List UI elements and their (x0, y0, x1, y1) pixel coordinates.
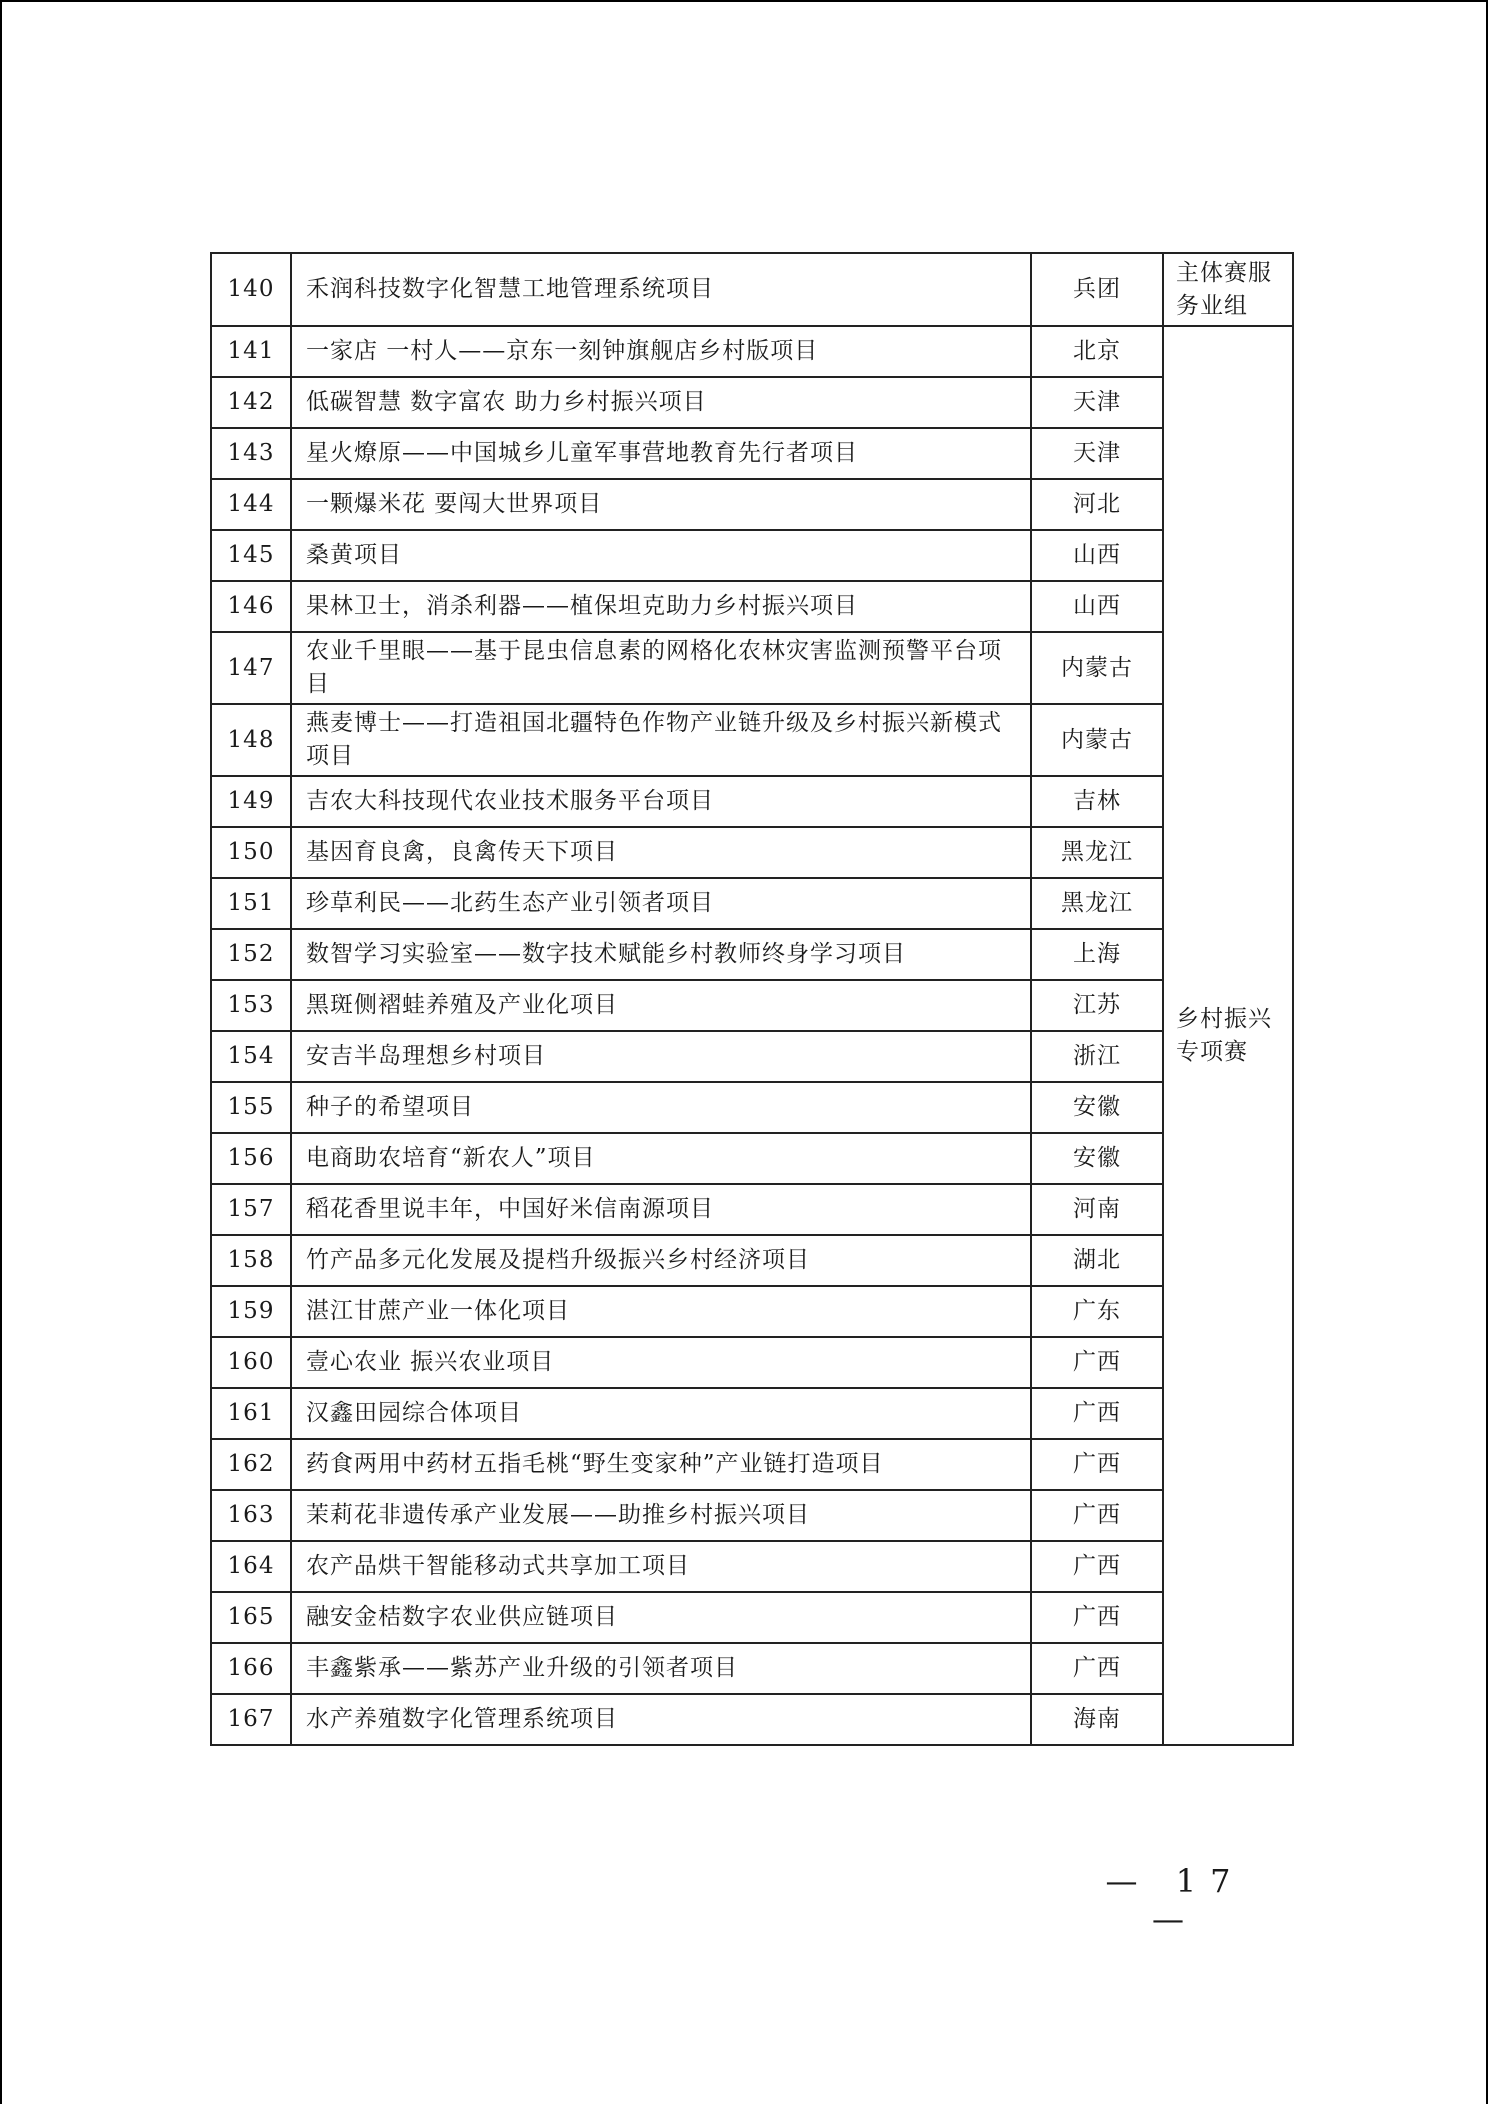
province: 黑龙江 (1031, 878, 1163, 929)
province: 海南 (1031, 1694, 1163, 1745)
project-name: 竹产品多元化发展及提档升级振兴乡村经济项目 (291, 1235, 1031, 1286)
row-number: 148 (211, 704, 291, 776)
province: 广西 (1031, 1592, 1163, 1643)
project-name: 丰鑫紫承——紫苏产业升级的引领者项目 (291, 1643, 1031, 1694)
project-name: 壹心农业 振兴农业项目 (291, 1337, 1031, 1388)
province: 河北 (1031, 479, 1163, 530)
province: 浙江 (1031, 1031, 1163, 1082)
project-name: 水产养殖数字化管理系统项目 (291, 1694, 1031, 1745)
project-name: 基因育良禽，良禽传天下项目 (291, 827, 1031, 878)
row-number: 161 (211, 1388, 291, 1439)
table-row (211, 530, 1293, 581)
table-row (211, 1235, 1293, 1286)
table-row (211, 1592, 1293, 1643)
project-name: 种子的希望项目 (291, 1082, 1031, 1133)
table-row (211, 253, 1293, 326)
project-name: 禾润科技数字化智慧工地管理系统项目 (291, 253, 1031, 326)
province: 天津 (1031, 377, 1163, 428)
province: 广西 (1031, 1643, 1163, 1694)
province: 湖北 (1031, 1235, 1163, 1286)
table-row (211, 878, 1293, 929)
table-row (211, 581, 1293, 632)
project-name: 低碳智慧 数字富农 助力乡村振兴项目 (291, 377, 1031, 428)
row-number: 142 (211, 377, 291, 428)
project-name: 药食两用中药材五指毛桃“野生变家种”产业链打造项目 (291, 1439, 1031, 1490)
province: 广西 (1031, 1439, 1163, 1490)
category-rural-revitalization: 乡村振兴专项赛 (1163, 326, 1293, 1745)
province: 内蒙古 (1031, 704, 1163, 776)
project-name: 桑黄项目 (291, 530, 1031, 581)
project-name: 吉农大科技现代农业技术服务平台项目 (291, 776, 1031, 827)
table-row (211, 1643, 1293, 1694)
province: 广西 (1031, 1388, 1163, 1439)
row-number: 146 (211, 581, 291, 632)
province: 北京 (1031, 326, 1163, 377)
province: 山西 (1031, 581, 1163, 632)
category-main-service: 主体赛服务业组 (1163, 253, 1293, 326)
table-row (211, 1439, 1293, 1490)
table-row (211, 827, 1293, 878)
table-row (211, 980, 1293, 1031)
row-number: 151 (211, 878, 291, 929)
project-name: 农业千里眼——基于昆虫信息素的网格化农林灾害监测预警平台项目 (291, 632, 1031, 704)
row-number: 152 (211, 929, 291, 980)
project-name: 湛江甘蔗产业一体化项目 (291, 1286, 1031, 1337)
table-row (211, 1694, 1293, 1745)
row-number: 153 (211, 980, 291, 1031)
table-row (211, 632, 1293, 704)
table-row (211, 1184, 1293, 1235)
project-name: 星火燎原——中国城乡儿童军事营地教育先行者项目 (291, 428, 1031, 479)
project-name: 数智学习实验室——数字技术赋能乡村教师终身学习项目 (291, 929, 1031, 980)
province: 山西 (1031, 530, 1163, 581)
table-row (211, 1082, 1293, 1133)
row-number: 140 (211, 253, 291, 326)
row-number: 163 (211, 1490, 291, 1541)
row-number: 159 (211, 1286, 291, 1337)
row-number: 160 (211, 1337, 291, 1388)
province: 广西 (1031, 1541, 1163, 1592)
province: 上海 (1031, 929, 1163, 980)
project-name: 融安金桔数字农业供应链项目 (291, 1592, 1031, 1643)
row-number: 165 (211, 1592, 291, 1643)
row-number: 156 (211, 1133, 291, 1184)
project-name: 稻花香里说丰年，中国好米信南源项目 (291, 1184, 1031, 1235)
scan-border-top (0, 0, 1488, 2)
row-number: 158 (211, 1235, 291, 1286)
table-row (211, 1490, 1293, 1541)
province: 内蒙古 (1031, 632, 1163, 704)
table-row (211, 929, 1293, 980)
table-row (211, 1031, 1293, 1082)
row-number: 167 (211, 1694, 291, 1745)
project-name: 一家店 一村人——京东一刻钟旗舰店乡村版项目 (291, 326, 1031, 377)
row-number: 162 (211, 1439, 291, 1490)
province: 吉林 (1031, 776, 1163, 827)
province: 广西 (1031, 1337, 1163, 1388)
province: 江苏 (1031, 980, 1163, 1031)
table-row (211, 479, 1293, 530)
project-name: 汉鑫田园综合体项目 (291, 1388, 1031, 1439)
row-number: 149 (211, 776, 291, 827)
table-row (211, 704, 1293, 776)
project-name: 电商助农培育“新农人”项目 (291, 1133, 1031, 1184)
row-number: 166 (211, 1643, 291, 1694)
province: 安徽 (1031, 1133, 1163, 1184)
page-number: — 17 — (1105, 1862, 1245, 1938)
province: 黑龙江 (1031, 827, 1163, 878)
row-number: 147 (211, 632, 291, 704)
table-row (211, 1133, 1293, 1184)
project-list-table (210, 252, 1294, 1746)
table-row (211, 1286, 1293, 1337)
row-number: 154 (211, 1031, 291, 1082)
province: 安徽 (1031, 1082, 1163, 1133)
table-row (211, 1541, 1293, 1592)
project-name: 农产品烘干智能移动式共享加工项目 (291, 1541, 1031, 1592)
row-number: 157 (211, 1184, 291, 1235)
row-number: 150 (211, 827, 291, 878)
table-row (211, 326, 1293, 377)
project-name: 一颗爆米花 要闯大世界项目 (291, 479, 1031, 530)
province: 河南 (1031, 1184, 1163, 1235)
project-name: 茉莉花非遗传承产业发展——助推乡村振兴项目 (291, 1490, 1031, 1541)
table-row (211, 377, 1293, 428)
scan-border-left (0, 0, 2, 2104)
table-row (211, 776, 1293, 827)
project-name: 果林卫士，消杀利器——植保坦克助力乡村振兴项目 (291, 581, 1031, 632)
table-row (211, 428, 1293, 479)
table-row (211, 1337, 1293, 1388)
table-row (211, 1388, 1293, 1439)
project-name: 黑斑侧褶蛙养殖及产业化项目 (291, 980, 1031, 1031)
province: 广西 (1031, 1490, 1163, 1541)
project-name: 燕麦博士——打造祖国北疆特色作物产业链升级及乡村振兴新模式项目 (291, 704, 1031, 776)
row-number: 155 (211, 1082, 291, 1133)
row-number: 164 (211, 1541, 291, 1592)
project-name: 珍草利民——北药生态产业引领者项目 (291, 878, 1031, 929)
row-number: 144 (211, 479, 291, 530)
province: 广东 (1031, 1286, 1163, 1337)
row-number: 141 (211, 326, 291, 377)
row-number: 143 (211, 428, 291, 479)
project-name: 安吉半岛理想乡村项目 (291, 1031, 1031, 1082)
province: 兵团 (1031, 253, 1163, 326)
row-number: 145 (211, 530, 291, 581)
province: 天津 (1031, 428, 1163, 479)
